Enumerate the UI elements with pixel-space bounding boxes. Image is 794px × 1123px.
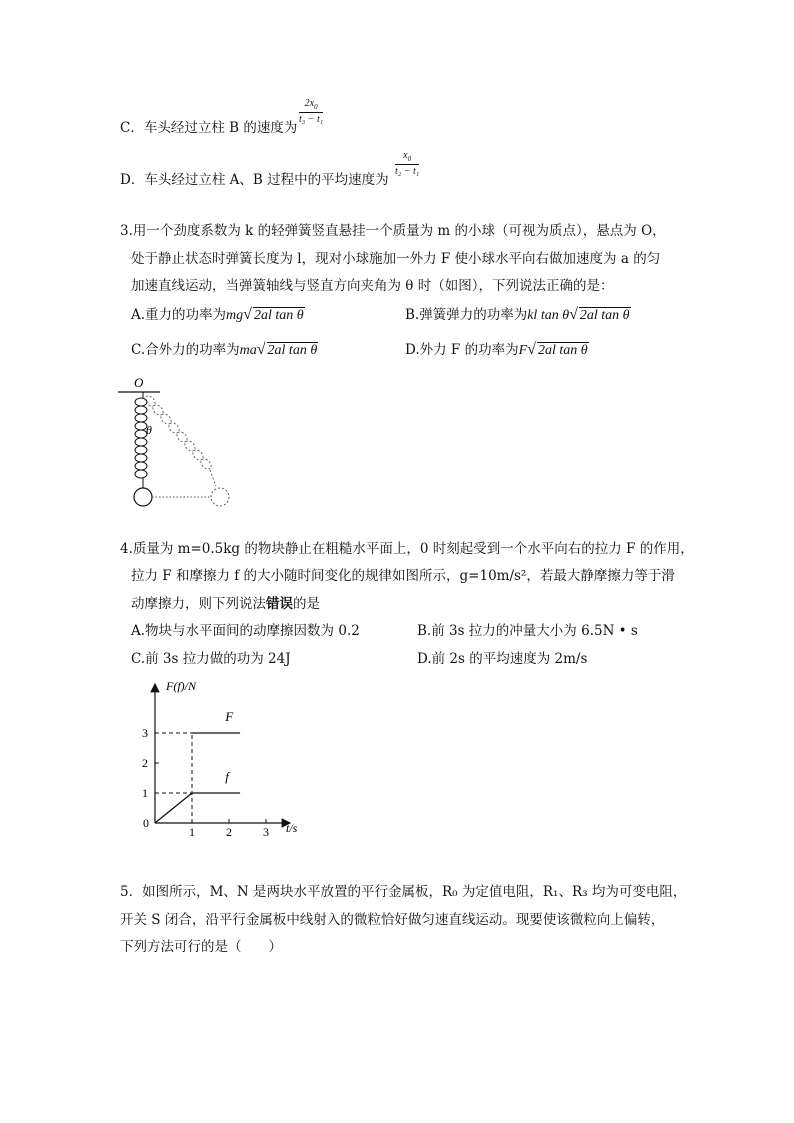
tilted-spring xyxy=(143,394,216,486)
q4-line-3: 动摩擦力，则下列说法错误的是 xyxy=(131,596,320,612)
q5-line-3: 下列方法可行的是（ ） xyxy=(120,939,282,955)
q5-line-1: 5．如图所示，M、N 是两块水平放置的平行金属板，R₀ 为定值电阻，R₁、R₃ 均为可变电阻， xyxy=(120,884,687,900)
q3-option-a: A.重力的功率为mg√ 2al tan θ xyxy=(131,306,304,323)
origin-label: 0 xyxy=(143,816,149,830)
q3-option-c: C.合外力的功率为ma√ 2al tan θ xyxy=(131,341,318,358)
x-tick-label-3: 3 xyxy=(263,825,269,839)
y-tick-label-2: 2 xyxy=(142,756,148,770)
y-tick-label-1: 1 xyxy=(142,786,148,800)
q4-line-2: 拉力 F 和摩擦力 f 的大小随时间变化的规律如图所示，g=10m/s²，若最大静摩擦力等于滑 xyxy=(131,568,675,584)
q2-option-d-fraction: $\frac{x_0}{\text{t₂ − t₁}}$ xyxy=(395,150,420,177)
q2-option-c-text: C．车头经过立柱 B 的速度为 xyxy=(120,120,298,136)
q3-line-1: 3.用一个劲度系数为 k 的轻弹簧竖直悬挂一个质量为 m 的小球（可视为质点），悬点为 O， xyxy=(120,223,666,239)
series-label-F: F xyxy=(225,709,234,724)
q3-option-d: D.外力 F 的功率为F√ 2al tan θ xyxy=(405,341,588,358)
x-axis-label: t/s xyxy=(286,821,298,835)
ball-displaced xyxy=(211,488,229,506)
q4-option-a: A.物块与水平面间的动摩擦因数为 0.2 xyxy=(131,623,360,639)
q3-line-2: 处于静止状态时弹簧长度为 l，现对小球施加一外力 F 使小球水平向右做加速度为 a 的匀 xyxy=(131,251,661,267)
series-label-f: f xyxy=(225,769,229,784)
q4-force-time-chart xyxy=(140,676,320,841)
q2-option-d xyxy=(120,171,389,189)
q4-line-1: 4.质量为 m=0.5kg 的物块静止在粗糙水平面上，0 时刻起受到一个水平向右的拉力 F 的作用， xyxy=(120,541,694,557)
y-tick-label-3: 3 xyxy=(142,726,148,740)
q2-option-d-text: D．车头经过立柱 A、B 过程中的平均速度为 xyxy=(120,172,389,188)
q4-emphasis: 错误 xyxy=(266,596,293,612)
figure-label-theta: θ xyxy=(146,423,152,437)
series-line-f xyxy=(155,793,240,823)
q3-spring-figure xyxy=(116,374,246,509)
q5-line-2: 开关 S 闭合，沿平行金属板中线射入的微粒恰好做匀速直线运动。现要使该微粒向上偏转， xyxy=(120,912,665,928)
ball-initial xyxy=(134,488,152,506)
q2-option-c-fraction: $\frac{2x_0}{\text{t₃ − t₁}}$ xyxy=(299,98,324,125)
x-tick-label-1: 1 xyxy=(189,825,195,839)
x-tick-label-2: 2 xyxy=(226,825,232,839)
vertical-spring xyxy=(135,392,147,488)
q4-option-d: D.前 2s 的平均速度为 2m/s xyxy=(417,651,588,667)
q2-option-c xyxy=(120,119,297,137)
y-axis-label: F(f)/N xyxy=(166,679,196,693)
figure-label-O: O xyxy=(134,375,144,390)
q3-line-3: 加速直线运动，当弹簧轴线与竖直方向夹角为 θ 时（如图），下列说法正确的是： xyxy=(131,278,614,294)
q4-option-b: B.前 3s 拉力的冲量大小为 6.5N • s xyxy=(417,623,638,639)
q4-option-c: C.前 3s 拉力做的功为 24J xyxy=(131,651,291,667)
q3-option-b: B.弹簧弹力的功率为kl tan θ√ 2al tan θ xyxy=(405,306,630,323)
